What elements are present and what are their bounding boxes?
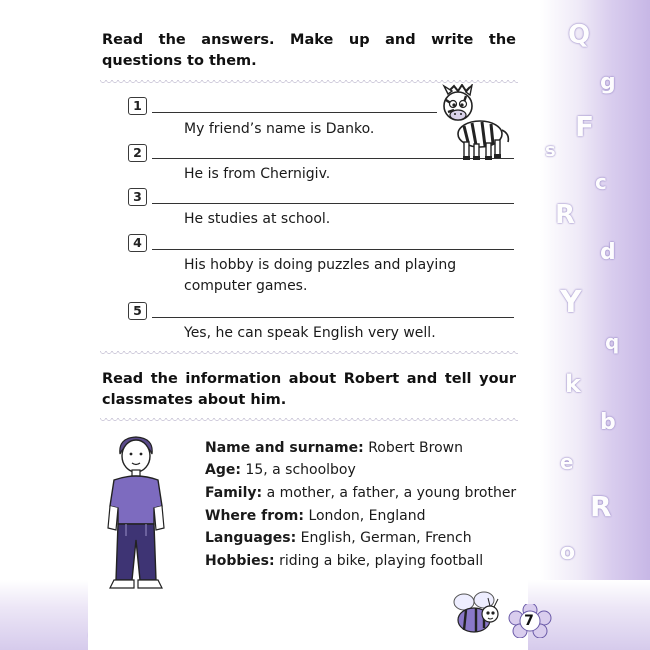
- fact-value: riding a bike, playing football: [279, 553, 484, 569]
- wavy-divider: [100, 418, 518, 424]
- fact-label: Name and surname:: [205, 440, 364, 456]
- task1-title: Read the answers. Make up and write the questions to them.: [102, 32, 516, 69]
- item-number: 4: [128, 234, 147, 252]
- question-write-line[interactable]: [152, 249, 514, 250]
- question-write-line[interactable]: [152, 317, 514, 318]
- fact-languages: [205, 527, 472, 549]
- fact-label: Where from:: [205, 508, 304, 524]
- decorative-letter: q: [605, 330, 620, 354]
- decorative-letter: s: [545, 140, 556, 161]
- item-number: 3: [128, 188, 147, 206]
- page-number: 7: [524, 613, 534, 629]
- item-number: 2: [128, 144, 147, 162]
- fact-value: a mother, a father, a young brother: [266, 485, 517, 501]
- question-write-line[interactable]: [152, 112, 437, 113]
- answer-text: Yes, he can speak English very well.: [184, 325, 436, 341]
- question-write-line[interactable]: [152, 203, 514, 204]
- decorative-side-strip: [540, 0, 650, 650]
- task2-title: Read the information about Robert and tell your classmates about him.: [102, 371, 516, 408]
- fact-label: Family:: [205, 485, 263, 501]
- decorative-letter: c: [595, 170, 607, 194]
- item-number: 5: [128, 302, 147, 320]
- zebra-illustration: [436, 84, 516, 164]
- fact-value: Robert Brown: [368, 440, 463, 456]
- decorative-letter: Q: [568, 20, 591, 50]
- fact-value: English, German, French: [300, 530, 472, 546]
- fact-value: London, England: [308, 508, 426, 524]
- fact-name: [205, 437, 463, 459]
- decorative-letter: d: [600, 240, 616, 265]
- decorative-letter: Y: [560, 285, 582, 320]
- fact-age: [205, 459, 356, 481]
- item-number: 1: [128, 97, 147, 115]
- answer-text: He studies at school.: [184, 211, 331, 227]
- decorative-letter: g: [600, 70, 616, 95]
- answer-text: He is from Chernigiv.: [184, 166, 331, 182]
- bee-illustration: [448, 588, 504, 640]
- decorative-letter: b: [600, 410, 616, 435]
- boy-illustration: [96, 432, 176, 592]
- fact-hobbies: [205, 550, 483, 572]
- fact-label: Hobbies:: [205, 553, 275, 569]
- decorative-letter: k: [565, 370, 581, 398]
- answer-text: My friend’s name is Danko.: [184, 121, 375, 137]
- wavy-divider: [100, 351, 518, 357]
- fact-label: Age:: [205, 462, 241, 478]
- answer-text: His hobby is doing puzzles and playing computer games.: [184, 257, 457, 294]
- decorative-letter: R: [590, 490, 612, 523]
- decorative-letter: R: [555, 200, 576, 230]
- decorative-letter: o: [560, 540, 576, 565]
- decorative-letter: e: [560, 450, 574, 474]
- fact-where-from: [205, 505, 426, 527]
- fact-family: [205, 482, 516, 504]
- decorative-letter: F: [575, 110, 595, 143]
- fact-value: 15, a schoolboy: [245, 462, 356, 478]
- fact-label: Languages:: [205, 530, 297, 546]
